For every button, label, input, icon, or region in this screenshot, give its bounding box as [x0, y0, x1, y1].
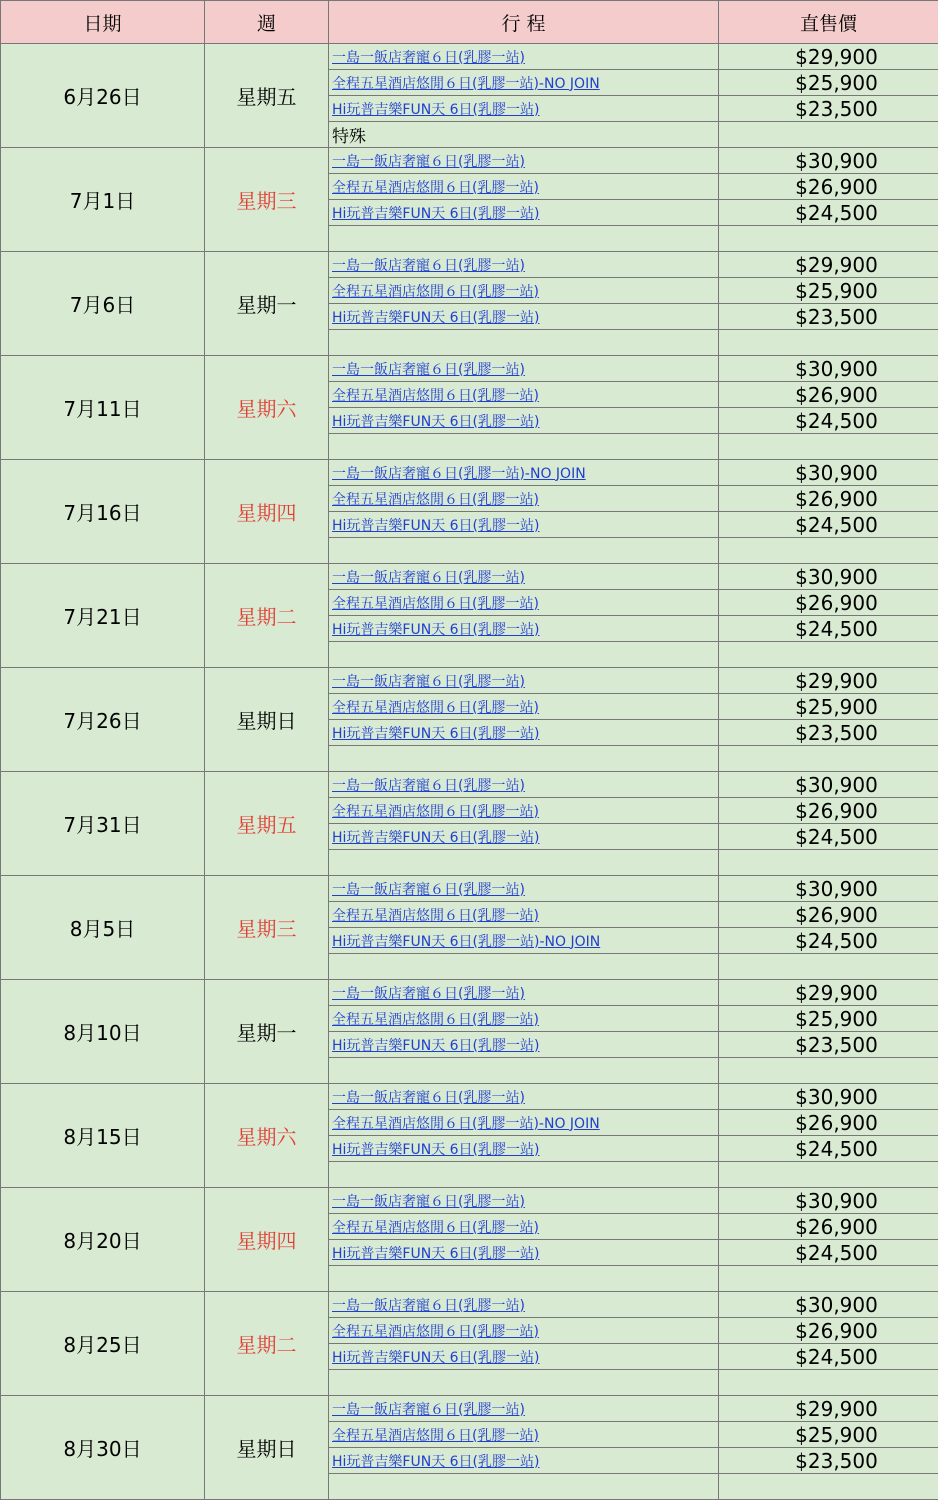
price-cell: $29,900 — [719, 980, 938, 1006]
itinerary-link[interactable]: 一島一飯店奢寵６日(乳膠一站) — [332, 778, 525, 794]
itinerary-cell — [329, 1214, 719, 1240]
price-cell: $24,500 — [719, 200, 938, 226]
itinerary-cell — [329, 928, 719, 954]
weekday: 星期六 — [205, 356, 329, 460]
table-row — [1, 1396, 938, 1422]
price-cell: $30,900 — [719, 564, 938, 590]
price-cell: $24,500 — [719, 512, 938, 538]
itinerary-cell — [329, 148, 719, 174]
header-row — [1, 1, 938, 44]
itinerary-cell — [329, 330, 719, 356]
itinerary-cell — [329, 44, 719, 70]
itinerary-cell — [329, 616, 719, 642]
price-cell — [719, 850, 938, 876]
weekday: 星期四 — [205, 1188, 329, 1292]
itinerary-cell — [329, 1370, 719, 1396]
departure-date: 8月10日 — [1, 980, 205, 1084]
price-cell: $24,500 — [719, 824, 938, 850]
price-cell: $25,900 — [719, 278, 938, 304]
itinerary-link[interactable]: 全程五星酒店悠閒６日(乳膠一站)-NO JOIN — [332, 76, 600, 92]
table-body — [1, 44, 938, 1500]
price-cell — [719, 1162, 938, 1188]
price-cell — [719, 746, 938, 772]
itinerary-cell — [329, 382, 719, 408]
price-cell: $26,900 — [719, 1318, 938, 1344]
departure-date: 6月26日 — [1, 44, 205, 148]
itinerary-cell — [329, 1292, 719, 1318]
table-row — [1, 980, 938, 1006]
itinerary-link[interactable]: 全程五星酒店悠閒６日(乳膠一站) — [332, 908, 539, 924]
price-cell — [719, 122, 938, 148]
itinerary-link[interactable]: 全程五星酒店悠閒６日(乳膠一站) — [332, 1324, 539, 1340]
itinerary-link[interactable]: 全程五星酒店悠閒６日(乳膠一站) — [332, 700, 539, 716]
itinerary-cell — [329, 1110, 719, 1136]
itinerary-link[interactable]: 全程五星酒店悠閒６日(乳膠一站) — [332, 492, 539, 508]
departure-date: 7月16日 — [1, 460, 205, 564]
itinerary-cell — [329, 980, 719, 1006]
itinerary-cell — [329, 512, 719, 538]
price-cell: $23,500 — [719, 1448, 938, 1474]
itinerary-cell — [329, 434, 719, 460]
price-cell: $30,900 — [719, 1188, 938, 1214]
price-cell: $23,500 — [719, 96, 938, 122]
itinerary-cell — [329, 824, 719, 850]
itinerary-link[interactable]: Hi玩普吉樂FUN天 6日(乳膠一站) — [332, 414, 539, 430]
price-cell: $23,500 — [719, 304, 938, 330]
itinerary-cell — [329, 486, 719, 512]
itinerary-link[interactable]: 全程五星酒店悠閒６日(乳膠一站) — [332, 180, 539, 196]
itinerary-link[interactable]: 一島一飯店奢寵６日(乳膠一站) — [332, 674, 525, 690]
itinerary-cell — [329, 174, 719, 200]
itinerary-cell — [329, 96, 719, 122]
price-cell: $24,500 — [719, 1344, 938, 1370]
itinerary-cell — [329, 538, 719, 564]
table-row — [1, 460, 938, 486]
price-cell: $26,900 — [719, 174, 938, 200]
weekday: 星期日 — [205, 668, 329, 772]
price-cell: $30,900 — [719, 772, 938, 798]
price-cell: $25,900 — [719, 1422, 938, 1448]
itinerary-link[interactable]: Hi玩普吉樂FUN天 6日(乳膠一站) — [332, 622, 539, 638]
departure-date: 7月1日 — [1, 148, 205, 252]
itinerary-cell — [329, 876, 719, 902]
departure-date: 7月6日 — [1, 252, 205, 356]
table-row — [1, 148, 938, 174]
itinerary-cell — [329, 70, 719, 96]
itinerary-cell — [329, 356, 719, 382]
itinerary-cell — [329, 772, 719, 798]
table-row — [1, 564, 938, 590]
weekday: 星期三 — [205, 148, 329, 252]
itinerary-link[interactable]: 一島一飯店奢寵６日(乳膠一站) — [332, 570, 525, 586]
itinerary-link[interactable]: Hi玩普吉樂FUN天 6日(乳膠一站) — [332, 1246, 539, 1262]
special-note: 特殊 — [332, 127, 366, 147]
itinerary-link[interactable]: Hi玩普吉樂FUN天 6日(乳膠一站) — [332, 1350, 539, 1366]
price-cell: $24,500 — [719, 1136, 938, 1162]
price-cell: $25,900 — [719, 70, 938, 96]
table-row — [1, 44, 938, 70]
weekday: 星期二 — [205, 564, 329, 668]
price-cell: $24,500 — [719, 928, 938, 954]
weekday: 星期日 — [205, 1396, 329, 1500]
itinerary-cell — [329, 590, 719, 616]
itinerary-link[interactable]: 一島一飯店奢寵６日(乳膠一站) — [332, 154, 525, 170]
price-cell — [719, 434, 938, 460]
itinerary-link[interactable]: Hi玩普吉樂FUN天 6日(乳膠一站) — [332, 1454, 539, 1470]
price-cell: $26,900 — [719, 486, 938, 512]
header-date: 日期 — [1, 1, 205, 44]
departure-date: 7月11日 — [1, 356, 205, 460]
price-cell: $23,500 — [719, 1032, 938, 1058]
itinerary-link[interactable]: 全程五星酒店悠閒６日(乳膠一站) — [332, 804, 539, 820]
price-cell — [719, 642, 938, 668]
weekday: 星期四 — [205, 460, 329, 564]
itinerary-cell — [329, 1318, 719, 1344]
itinerary-link[interactable]: 一島一飯店奢寵６日(乳膠一站)-NO JOIN — [332, 466, 586, 482]
table-row — [1, 252, 938, 278]
price-cell — [719, 954, 938, 980]
itinerary-link[interactable]: Hi玩普吉樂FUN天 6日(乳膠一站) — [332, 1038, 539, 1054]
itinerary-link[interactable]: Hi玩普吉樂FUN天 6日(乳膠一站) — [332, 518, 539, 534]
price-cell — [719, 1474, 938, 1500]
itinerary-cell — [329, 460, 719, 486]
departure-date: 7月26日 — [1, 668, 205, 772]
table-row — [1, 668, 938, 694]
itinerary-cell — [329, 746, 719, 772]
header-weekday: 週 — [205, 1, 329, 44]
itinerary-link[interactable]: 一島一飯店奢寵６日(乳膠一站) — [332, 50, 525, 66]
departure-date: 8月5日 — [1, 876, 205, 980]
itinerary-cell — [329, 1266, 719, 1292]
itinerary-cell — [329, 1136, 719, 1162]
table-row — [1, 1292, 938, 1318]
itinerary-cell — [329, 252, 719, 278]
price-cell: $30,900 — [719, 876, 938, 902]
itinerary-link[interactable]: 一島一飯店奢寵６日(乳膠一站) — [332, 1298, 525, 1314]
price-cell — [719, 1266, 938, 1292]
departure-date: 8月20日 — [1, 1188, 205, 1292]
itinerary-link[interactable]: 全程五星酒店悠閒６日(乳膠一站) — [332, 1012, 539, 1028]
price-cell: $30,900 — [719, 460, 938, 486]
itinerary-cell — [329, 1396, 719, 1422]
weekday: 星期五 — [205, 44, 329, 148]
itinerary-link[interactable]: 一島一飯店奢寵６日(乳膠一站) — [332, 986, 525, 1002]
price-cell: $26,900 — [719, 798, 938, 824]
table-row — [1, 772, 938, 798]
departure-date: 8月15日 — [1, 1084, 205, 1188]
itinerary-link[interactable]: Hi玩普吉樂FUN天 6日(乳膠一站) — [332, 830, 539, 846]
itinerary-link[interactable]: Hi玩普吉樂FUN天 6日(乳膠一站) — [332, 102, 539, 118]
itinerary-cell — [329, 954, 719, 980]
table-row — [1, 1188, 938, 1214]
price-cell: $30,900 — [719, 356, 938, 382]
itinerary-cell — [329, 1084, 719, 1110]
price-cell: $26,900 — [719, 902, 938, 928]
price-cell — [719, 538, 938, 564]
price-cell: $23,500 — [719, 720, 938, 746]
itinerary-link[interactable]: 全程五星酒店悠閒６日(乳膠一站) — [332, 284, 539, 300]
itinerary-link[interactable]: Hi玩普吉樂FUN天 6日(乳膠一站) — [332, 310, 539, 326]
price-cell: $26,900 — [719, 382, 938, 408]
itinerary-cell — [329, 1448, 719, 1474]
itinerary-link[interactable]: 一島一飯店奢寵６日(乳膠一站) — [332, 362, 525, 378]
departure-date: 8月30日 — [1, 1396, 205, 1500]
header-price: 直售價 — [719, 1, 938, 44]
weekday: 星期六 — [205, 1084, 329, 1188]
itinerary-cell — [329, 1032, 719, 1058]
price-cell — [719, 226, 938, 252]
itinerary-cell — [329, 694, 719, 720]
itinerary-cell — [329, 122, 719, 148]
itinerary-cell — [329, 1006, 719, 1032]
table-row — [1, 876, 938, 902]
price-cell — [719, 330, 938, 356]
price-cell: $26,900 — [719, 1110, 938, 1136]
departure-date: 8月25日 — [1, 1292, 205, 1396]
itinerary-cell — [329, 226, 719, 252]
price-cell: $29,900 — [719, 44, 938, 70]
price-cell: $29,900 — [719, 668, 938, 694]
price-cell — [719, 1058, 938, 1084]
itinerary-link[interactable]: 一島一飯店奢寵６日(乳膠一站) — [332, 882, 525, 898]
itinerary-link[interactable]: 全程五星酒店悠閒６日(乳膠一站)-NO JOIN — [332, 1116, 600, 1132]
itinerary-link[interactable]: 一島一飯店奢寵６日(乳膠一站) — [332, 1090, 525, 1106]
itinerary-cell — [329, 408, 719, 434]
price-cell: $24,500 — [719, 616, 938, 642]
itinerary-cell — [329, 1162, 719, 1188]
itinerary-link[interactable]: 全程五星酒店悠閒６日(乳膠一站) — [332, 388, 539, 404]
itinerary-cell — [329, 1474, 719, 1500]
price-cell: $30,900 — [719, 1084, 938, 1110]
weekday: 星期一 — [205, 980, 329, 1084]
itinerary-cell — [329, 200, 719, 226]
weekday: 星期二 — [205, 1292, 329, 1396]
price-cell: $24,500 — [719, 1240, 938, 1266]
itinerary-cell — [329, 850, 719, 876]
itinerary-cell — [329, 642, 719, 668]
price-cell: $25,900 — [719, 694, 938, 720]
departure-date: 7月21日 — [1, 564, 205, 668]
itinerary-link[interactable]: 一島一飯店奢寵６日(乳膠一站) — [332, 1402, 525, 1418]
price-cell: $25,900 — [719, 1006, 938, 1032]
itinerary-link[interactable]: 全程五星酒店悠閒６日(乳膠一站) — [332, 596, 539, 612]
itinerary-cell — [329, 668, 719, 694]
weekday: 星期三 — [205, 876, 329, 980]
itinerary-link[interactable]: Hi玩普吉樂FUN天 6日(乳膠一站) — [332, 726, 539, 742]
price-cell: $30,900 — [719, 1292, 938, 1318]
table-row — [1, 356, 938, 382]
weekday: 星期一 — [205, 252, 329, 356]
price-cell: $30,900 — [719, 148, 938, 174]
price-cell: $24,500 — [719, 408, 938, 434]
itinerary-cell — [329, 564, 719, 590]
header-itinerary: 行 程 — [329, 1, 719, 44]
itinerary-cell — [329, 720, 719, 746]
itinerary-cell — [329, 1344, 719, 1370]
itinerary-cell — [329, 798, 719, 824]
itinerary-link[interactable]: 全程五星酒店悠閒６日(乳膠一站) — [332, 1428, 539, 1444]
itinerary-cell — [329, 1188, 719, 1214]
price-cell — [719, 1370, 938, 1396]
itinerary-cell — [329, 278, 719, 304]
itinerary-link[interactable]: 全程五星酒店悠閒６日(乳膠一站) — [332, 1220, 539, 1236]
table-row — [1, 1084, 938, 1110]
itinerary-cell — [329, 304, 719, 330]
itinerary-link[interactable]: Hi玩普吉樂FUN天 6日(乳膠一站) — [332, 206, 539, 222]
itinerary-cell — [329, 1058, 719, 1084]
departure-date: 7月31日 — [1, 772, 205, 876]
price-cell: $29,900 — [719, 252, 938, 278]
itinerary-link[interactable]: Hi玩普吉樂FUN天 6日(乳膠一站) — [332, 1142, 539, 1158]
price-cell: $29,900 — [719, 1396, 938, 1422]
itinerary-link[interactable]: Hi玩普吉樂FUN天 6日(乳膠一站)-NO JOIN — [332, 934, 600, 950]
price-cell: $26,900 — [719, 1214, 938, 1240]
itinerary-cell — [329, 1240, 719, 1266]
itinerary-cell — [329, 902, 719, 928]
weekday: 星期五 — [205, 772, 329, 876]
itinerary-link[interactable]: 一島一飯店奢寵６日(乳膠一站) — [332, 1194, 525, 1210]
price-cell: $26,900 — [719, 590, 938, 616]
itinerary-link[interactable]: 一島一飯店奢寵６日(乳膠一站) — [332, 258, 525, 274]
